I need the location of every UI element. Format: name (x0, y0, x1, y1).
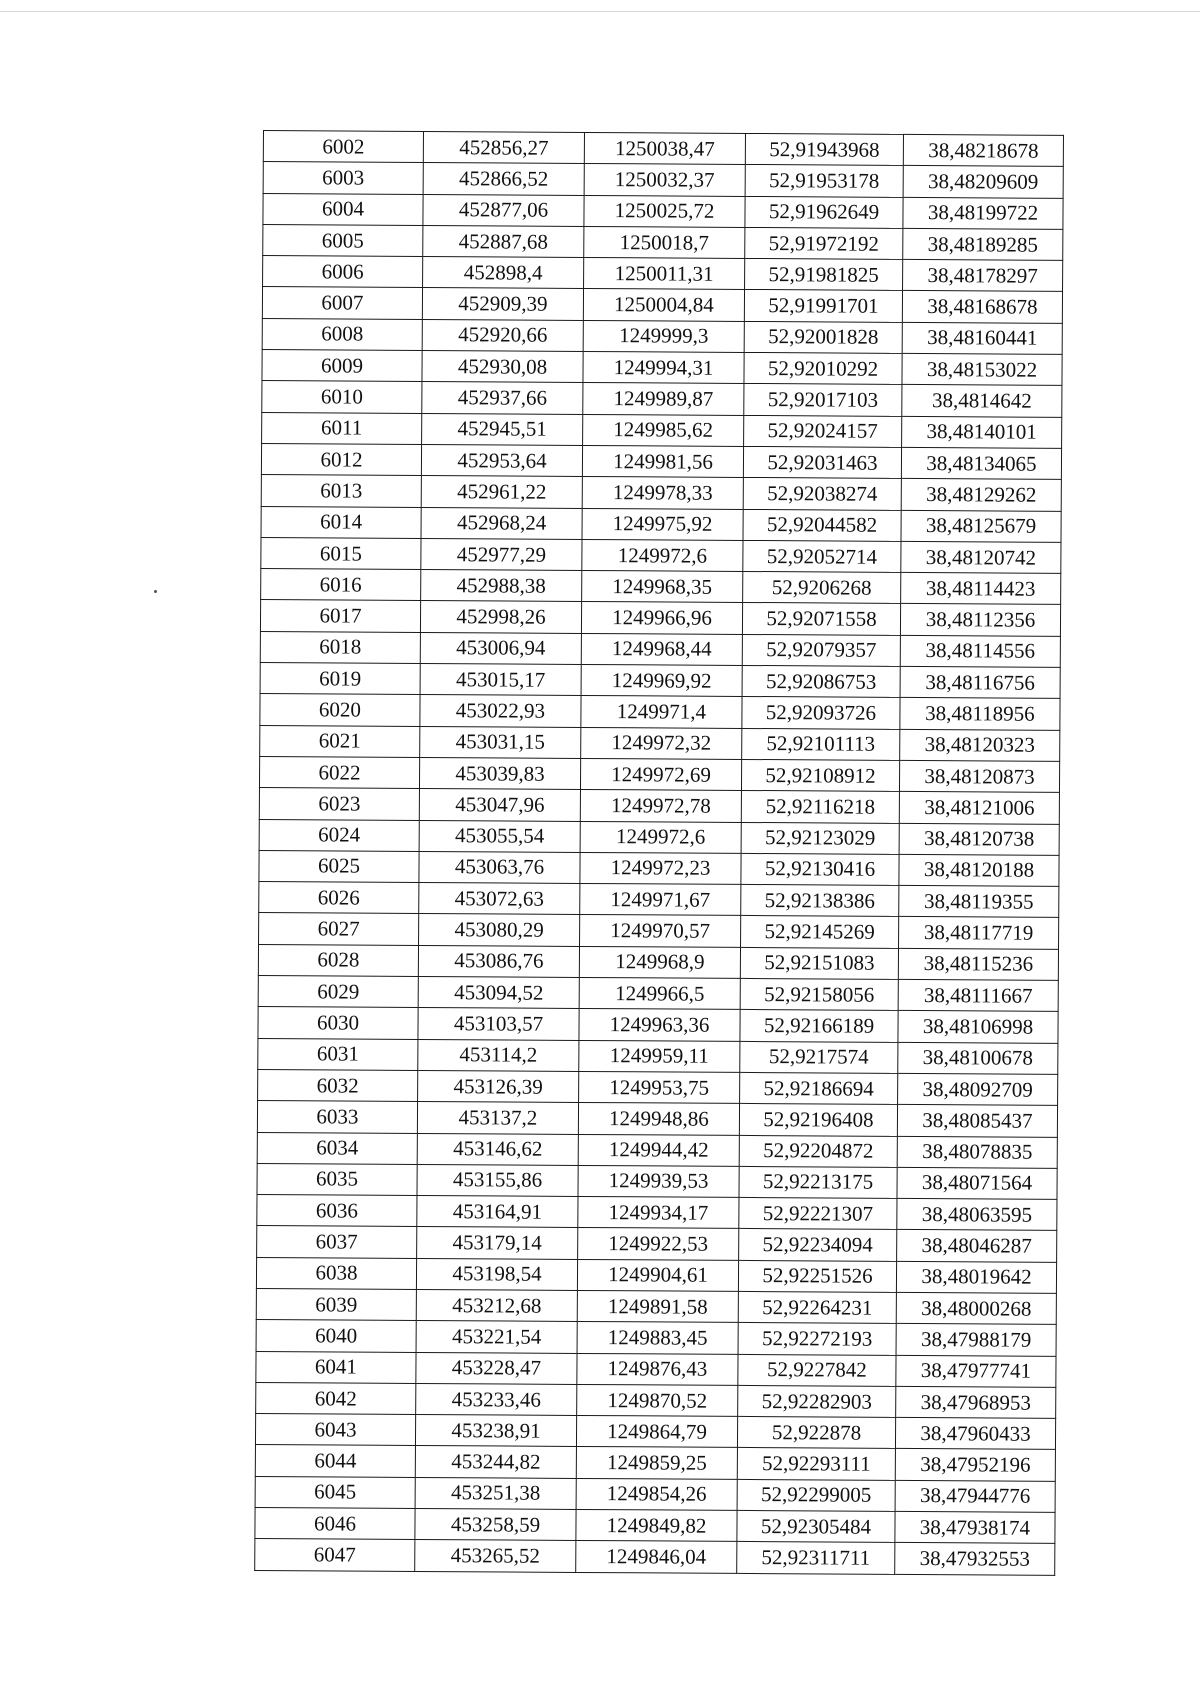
x-coordinate-cell: 452856,27 (423, 131, 584, 163)
latitude-cell: 52,92079357 (742, 634, 900, 666)
point-number-cell: 6014 (261, 506, 421, 538)
point-number-cell: 6031 (258, 1038, 418, 1070)
table-row (258, 976, 1058, 1012)
x-coordinate-cell: 453251,38 (415, 1477, 576, 1509)
table-row (255, 1539, 1055, 1575)
latitude-cell: 52,92101113 (742, 728, 900, 760)
table-row (259, 850, 1059, 886)
table-row (257, 1163, 1057, 1199)
point-number-cell: 6006 (263, 256, 423, 288)
table-row (258, 1038, 1058, 1074)
coordinate-table-body (255, 131, 1064, 1576)
y-coordinate-cell: 1249968,44 (581, 633, 742, 665)
scan-speck (154, 590, 157, 593)
table-row (256, 1351, 1056, 1387)
y-coordinate-cell: 1249972,23 (580, 852, 741, 884)
y-coordinate-cell: 1249999,3 (583, 320, 744, 352)
longitude-cell: 38,48119355 (899, 886, 1059, 918)
longitude-cell: 38,48063595 (897, 1198, 1057, 1230)
longitude-cell: 38,48106998 (898, 1011, 1058, 1043)
latitude-cell: 52,92086753 (742, 665, 900, 697)
point-number-cell: 6044 (255, 1445, 415, 1477)
table-row (262, 412, 1062, 448)
latitude-cell: 52,91991701 (744, 290, 902, 322)
y-coordinate-cell: 1249978,33 (582, 477, 743, 509)
point-number-cell: 6036 (257, 1195, 417, 1227)
latitude-cell: 52,92044582 (743, 509, 901, 541)
y-coordinate-cell: 1249966,5 (579, 977, 740, 1009)
longitude-cell: 38,48120323 (900, 729, 1060, 761)
table-row (263, 224, 1063, 260)
y-coordinate-cell: 1249876,43 (577, 1353, 738, 1385)
point-number-cell: 6024 (259, 819, 419, 851)
y-coordinate-cell: 1249981,56 (582, 445, 743, 477)
x-coordinate-cell: 452920,66 (422, 319, 583, 351)
table-row (260, 725, 1060, 761)
latitude-cell: 52,91962649 (745, 196, 903, 228)
x-coordinate-cell: 452898,4 (423, 257, 584, 289)
longitude-cell: 38,48114556 (900, 635, 1060, 667)
x-coordinate-cell: 453221,54 (416, 1321, 577, 1353)
y-coordinate-cell: 1249883,45 (577, 1322, 738, 1354)
x-coordinate-cell: 452877,06 (423, 194, 584, 226)
x-coordinate-cell: 452977,29 (421, 538, 582, 570)
latitude-cell: 52,92213175 (739, 1166, 897, 1198)
point-number-cell: 6029 (258, 976, 418, 1008)
table-row (255, 1508, 1055, 1544)
point-number-cell: 6011 (262, 412, 422, 444)
y-coordinate-cell: 1249934,17 (578, 1197, 739, 1229)
table-row (261, 569, 1061, 605)
y-coordinate-cell: 1249970,57 (580, 915, 741, 947)
y-coordinate-cell: 1249859,25 (576, 1447, 737, 1479)
point-number-cell: 6013 (261, 475, 421, 507)
longitude-cell: 38,47977741 (896, 1355, 1056, 1387)
latitude-cell: 52,92123029 (741, 822, 899, 854)
table-row (259, 882, 1059, 918)
longitude-cell: 38,48115236 (898, 948, 1058, 980)
latitude-cell: 52,92221307 (739, 1198, 897, 1230)
latitude-cell: 52,92158056 (740, 978, 898, 1010)
point-number-cell: 6028 (258, 944, 418, 976)
latitude-cell: 52,92071558 (742, 603, 900, 635)
y-coordinate-cell: 1249972,6 (582, 539, 743, 571)
latitude-cell: 52,92186694 (740, 1072, 898, 1104)
x-coordinate-cell: 453244,82 (415, 1446, 576, 1478)
longitude-cell: 38,47932553 (895, 1543, 1055, 1575)
x-coordinate-cell: 453055,54 (419, 820, 580, 852)
longitude-cell: 38,48046287 (897, 1230, 1057, 1262)
point-number-cell: 6047 (255, 1539, 415, 1571)
y-coordinate-cell: 1249968,35 (582, 571, 743, 603)
x-coordinate-cell: 453212,68 (416, 1289, 577, 1321)
point-number-cell: 6003 (263, 162, 423, 194)
y-coordinate-cell: 1249904,61 (577, 1259, 738, 1291)
y-coordinate-cell: 1249969,92 (581, 665, 742, 697)
x-coordinate-cell: 452930,08 (422, 351, 583, 383)
point-number-cell: 6022 (259, 756, 419, 788)
latitude-cell: 52,92282903 (738, 1385, 896, 1417)
latitude-cell: 52,922878 (737, 1417, 895, 1449)
latitude-cell: 52,92116218 (741, 791, 899, 823)
table-row (261, 475, 1061, 511)
longitude-cell: 38,47968953 (896, 1386, 1056, 1418)
point-number-cell: 6004 (263, 193, 423, 225)
latitude-cell: 52,92299005 (737, 1479, 895, 1511)
point-number-cell: 6032 (258, 1069, 418, 1101)
y-coordinate-cell: 1249944,42 (578, 1134, 739, 1166)
latitude-cell: 52,91953178 (745, 165, 903, 197)
table-row (255, 1414, 1055, 1450)
table-row (255, 1445, 1055, 1481)
table-row (260, 663, 1060, 699)
longitude-cell: 38,48085437 (897, 1105, 1057, 1137)
longitude-cell: 38,4814642 (902, 385, 1062, 417)
longitude-cell: 38,48134065 (901, 447, 1061, 479)
y-coordinate-cell: 1249849,82 (576, 1510, 737, 1542)
y-coordinate-cell: 1249972,32 (581, 727, 742, 759)
longitude-cell: 38,48121006 (899, 792, 1059, 824)
longitude-cell: 38,48120742 (901, 541, 1061, 573)
table-row (259, 756, 1059, 792)
point-number-cell: 6040 (256, 1320, 416, 1352)
y-coordinate-cell: 1249864,79 (576, 1416, 737, 1448)
x-coordinate-cell: 453233,46 (416, 1383, 577, 1415)
longitude-cell: 38,48153022 (902, 353, 1062, 385)
y-coordinate-cell: 1249994,31 (583, 352, 744, 384)
x-coordinate-cell: 453072,63 (419, 883, 580, 915)
point-number-cell: 6033 (257, 1101, 417, 1133)
table-row (258, 944, 1058, 980)
latitude-cell: 52,92196408 (739, 1104, 897, 1136)
x-coordinate-cell: 452998,26 (420, 601, 581, 633)
y-coordinate-cell: 1249968,9 (579, 946, 740, 978)
x-coordinate-cell: 453080,29 (419, 914, 580, 946)
y-coordinate-cell: 1249939,53 (578, 1165, 739, 1197)
latitude-cell: 52,92138386 (741, 885, 899, 917)
x-coordinate-cell: 452945,51 (422, 413, 583, 445)
point-number-cell: 6010 (262, 381, 422, 413)
x-coordinate-cell: 453258,59 (415, 1509, 576, 1541)
scan-top-edge (0, 11, 1200, 12)
longitude-cell: 38,48019642 (896, 1261, 1056, 1293)
y-coordinate-cell: 1249948,86 (578, 1103, 739, 1135)
longitude-cell: 38,48120873 (899, 760, 1059, 792)
point-number-cell: 6025 (259, 850, 419, 882)
longitude-cell: 38,48111667 (898, 979, 1058, 1011)
x-coordinate-cell: 453198,54 (416, 1258, 577, 1290)
y-coordinate-cell: 1250038,47 (584, 132, 745, 164)
x-coordinate-cell: 453006,94 (420, 632, 581, 664)
point-number-cell: 6039 (256, 1288, 416, 1320)
longitude-cell: 38,48114423 (901, 573, 1061, 605)
y-coordinate-cell: 1250004,84 (583, 289, 744, 321)
x-coordinate-cell: 453022,93 (420, 695, 581, 727)
table-row (258, 1007, 1058, 1043)
latitude-cell: 52,92010292 (744, 353, 902, 385)
longitude-cell: 38,48092709 (898, 1073, 1058, 1105)
latitude-cell: 52,92166189 (740, 1010, 898, 1042)
longitude-cell: 38,48120738 (899, 823, 1059, 855)
longitude-cell: 38,48140101 (902, 416, 1062, 448)
table-row (260, 694, 1060, 730)
longitude-cell: 38,48199722 (903, 197, 1063, 229)
y-coordinate-cell: 1250025,72 (584, 195, 745, 227)
point-number-cell: 6021 (260, 725, 420, 757)
point-number-cell: 6038 (256, 1257, 416, 1289)
table-row (263, 256, 1063, 292)
point-number-cell: 6017 (260, 600, 420, 632)
table-row (259, 913, 1059, 949)
x-coordinate-cell: 452909,39 (422, 288, 583, 320)
point-number-cell: 6046 (255, 1508, 415, 1540)
point-number-cell: 6041 (256, 1351, 416, 1383)
latitude-cell: 52,92305484 (737, 1510, 895, 1542)
y-coordinate-cell: 1250018,7 (584, 226, 745, 258)
x-coordinate-cell: 453137,2 (417, 1102, 578, 1134)
point-number-cell: 6045 (255, 1476, 415, 1508)
longitude-cell: 38,48000268 (896, 1292, 1056, 1324)
longitude-cell: 38,47960433 (895, 1418, 1055, 1450)
x-coordinate-cell: 453047,96 (419, 789, 580, 821)
point-number-cell: 6002 (263, 131, 423, 163)
y-coordinate-cell: 1249953,75 (579, 1071, 740, 1103)
table-row (256, 1257, 1056, 1293)
table-row (263, 131, 1063, 167)
y-coordinate-cell: 1250011,31 (584, 258, 745, 290)
y-coordinate-cell: 1249870,52 (577, 1384, 738, 1416)
x-coordinate-cell: 453086,76 (418, 945, 579, 977)
table-row (260, 600, 1060, 636)
y-coordinate-cell: 1249975,92 (582, 508, 743, 540)
point-number-cell: 6026 (259, 882, 419, 914)
point-number-cell: 6009 (262, 350, 422, 382)
x-coordinate-cell: 452953,64 (421, 444, 582, 476)
x-coordinate-cell: 453265,52 (415, 1540, 576, 1572)
table-row (256, 1288, 1056, 1324)
table-row (256, 1320, 1056, 1356)
point-number-cell: 6019 (260, 663, 420, 695)
y-coordinate-cell: 1249922,53 (578, 1228, 739, 1260)
y-coordinate-cell: 1249846,04 (576, 1541, 737, 1573)
x-coordinate-cell: 452866,52 (423, 163, 584, 195)
point-number-cell: 6007 (262, 287, 422, 319)
x-coordinate-cell: 452988,38 (421, 570, 582, 602)
x-coordinate-cell: 453039,83 (419, 757, 580, 789)
y-coordinate-cell: 1249972,69 (580, 758, 741, 790)
y-coordinate-cell: 1249971,67 (580, 884, 741, 916)
latitude-cell: 52,92038274 (743, 478, 901, 510)
latitude-cell: 52,92017103 (744, 384, 902, 416)
point-number-cell: 6016 (261, 569, 421, 601)
latitude-cell: 52,92031463 (743, 446, 901, 478)
y-coordinate-cell: 1249854,26 (576, 1478, 737, 1510)
longitude-cell: 38,48120188 (899, 854, 1059, 886)
table-row (256, 1382, 1056, 1418)
latitude-cell: 52,92052714 (743, 540, 901, 572)
table-row (262, 287, 1062, 323)
longitude-cell: 38,47988179 (896, 1324, 1056, 1356)
latitude-cell: 52,92272193 (738, 1323, 896, 1355)
longitude-cell: 38,48189285 (903, 228, 1063, 260)
table-row (257, 1195, 1057, 1231)
x-coordinate-cell: 453238,91 (415, 1415, 576, 1447)
point-number-cell: 6012 (261, 443, 421, 475)
point-number-cell: 6015 (261, 537, 421, 569)
latitude-cell: 52,92264231 (738, 1291, 896, 1323)
point-number-cell: 6034 (257, 1132, 417, 1164)
longitude-cell: 38,48160441 (902, 322, 1062, 354)
longitude-cell: 38,48078835 (897, 1136, 1057, 1168)
table-row (262, 350, 1062, 386)
x-coordinate-cell: 453015,17 (420, 664, 581, 696)
x-coordinate-cell: 453031,15 (420, 726, 581, 758)
latitude-cell: 52,92311711 (737, 1542, 895, 1574)
longitude-cell: 38,48209609 (903, 166, 1063, 198)
latitude-cell: 52,92151083 (740, 947, 898, 979)
latitude-cell: 52,92234094 (739, 1229, 897, 1261)
point-number-cell: 6037 (257, 1226, 417, 1258)
longitude-cell: 38,48100678 (898, 1042, 1058, 1074)
y-coordinate-cell: 1249985,62 (583, 414, 744, 446)
x-coordinate-cell: 453146,62 (417, 1133, 578, 1165)
latitude-cell: 52,92093726 (742, 697, 900, 729)
point-number-cell: 6042 (256, 1382, 416, 1414)
latitude-cell: 52,92108912 (741, 759, 899, 791)
point-number-cell: 6008 (262, 318, 422, 350)
point-number-cell: 6018 (260, 631, 420, 663)
longitude-cell: 38,47944776 (895, 1480, 1055, 1512)
table-row (261, 443, 1061, 479)
latitude-cell: 52,91981825 (745, 259, 903, 291)
latitude-cell: 52,9227842 (738, 1354, 896, 1386)
x-coordinate-cell: 452968,24 (421, 507, 582, 539)
x-coordinate-cell: 452887,68 (423, 225, 584, 257)
table-row (263, 193, 1063, 229)
y-coordinate-cell: 1249972,6 (580, 821, 741, 853)
y-coordinate-cell: 1249891,58 (577, 1290, 738, 1322)
longitude-cell: 38,48116756 (900, 666, 1060, 698)
point-number-cell: 6043 (255, 1414, 415, 1446)
latitude-cell: 52,92251526 (738, 1260, 896, 1292)
y-coordinate-cell: 1249959,11 (579, 1040, 740, 1072)
longitude-cell: 38,47952196 (895, 1449, 1055, 1481)
table-row (263, 162, 1063, 198)
x-coordinate-cell: 453063,76 (419, 851, 580, 883)
y-coordinate-cell: 1249989,87 (583, 383, 744, 415)
table-row (262, 318, 1062, 354)
point-number-cell: 6027 (259, 913, 419, 945)
x-coordinate-cell: 453094,52 (418, 976, 579, 1008)
table-row (261, 506, 1061, 542)
table-row (257, 1132, 1057, 1168)
longitude-cell: 38,48112356 (900, 604, 1060, 636)
longitude-cell: 38,48168678 (902, 291, 1062, 323)
latitude-cell: 52,92024157 (744, 415, 902, 447)
x-coordinate-cell: 453164,91 (417, 1196, 578, 1228)
latitude-cell: 52,92001828 (744, 321, 902, 353)
latitude-cell: 52,9206268 (743, 572, 901, 604)
point-number-cell: 6023 (259, 788, 419, 820)
latitude-cell: 52,9217574 (740, 1041, 898, 1073)
point-number-cell: 6030 (258, 1007, 418, 1039)
latitude-cell: 52,91943968 (745, 133, 903, 165)
y-coordinate-cell: 1250032,37 (584, 164, 745, 196)
table-row (262, 381, 1062, 417)
y-coordinate-cell: 1249971,4 (581, 696, 742, 728)
point-number-cell: 6035 (257, 1163, 417, 1195)
table-row (255, 1476, 1055, 1512)
point-number-cell: 6005 (263, 224, 423, 256)
x-coordinate-cell: 452961,22 (421, 476, 582, 508)
latitude-cell: 52,92145269 (741, 916, 899, 948)
point-number-cell: 6020 (260, 694, 420, 726)
longitude-cell: 38,48218678 (903, 134, 1063, 166)
latitude-cell: 52,92130416 (741, 853, 899, 885)
x-coordinate-cell: 453228,47 (416, 1352, 577, 1384)
table-row (259, 819, 1059, 855)
table-row (258, 1069, 1058, 1105)
longitude-cell: 38,48117719 (899, 917, 1059, 949)
table-row (259, 788, 1059, 824)
table-row (257, 1226, 1057, 1262)
y-coordinate-cell: 1249963,36 (579, 1009, 740, 1041)
latitude-cell: 52,91972192 (745, 227, 903, 259)
table-row (260, 631, 1060, 667)
x-coordinate-cell: 453126,39 (418, 1070, 579, 1102)
table-row (257, 1101, 1057, 1137)
x-coordinate-cell: 453114,2 (418, 1039, 579, 1071)
y-coordinate-cell: 1249966,96 (581, 602, 742, 634)
longitude-cell: 38,48071564 (897, 1167, 1057, 1199)
longitude-cell: 38,48118956 (900, 698, 1060, 730)
table-row (261, 537, 1061, 573)
longitude-cell: 38,47938174 (895, 1511, 1055, 1543)
longitude-cell: 38,48178297 (903, 260, 1063, 292)
latitude-cell: 52,92204872 (739, 1135, 897, 1167)
y-coordinate-cell: 1249972,78 (580, 790, 741, 822)
coordinate-table (254, 130, 1064, 1576)
x-coordinate-cell: 453179,14 (417, 1227, 578, 1259)
longitude-cell: 38,48125679 (901, 510, 1061, 542)
x-coordinate-cell: 452937,66 (422, 382, 583, 414)
x-coordinate-cell: 453155,86 (417, 1164, 578, 1196)
longitude-cell: 38,48129262 (901, 479, 1061, 511)
x-coordinate-cell: 453103,57 (418, 1008, 579, 1040)
latitude-cell: 52,92293111 (737, 1448, 895, 1480)
